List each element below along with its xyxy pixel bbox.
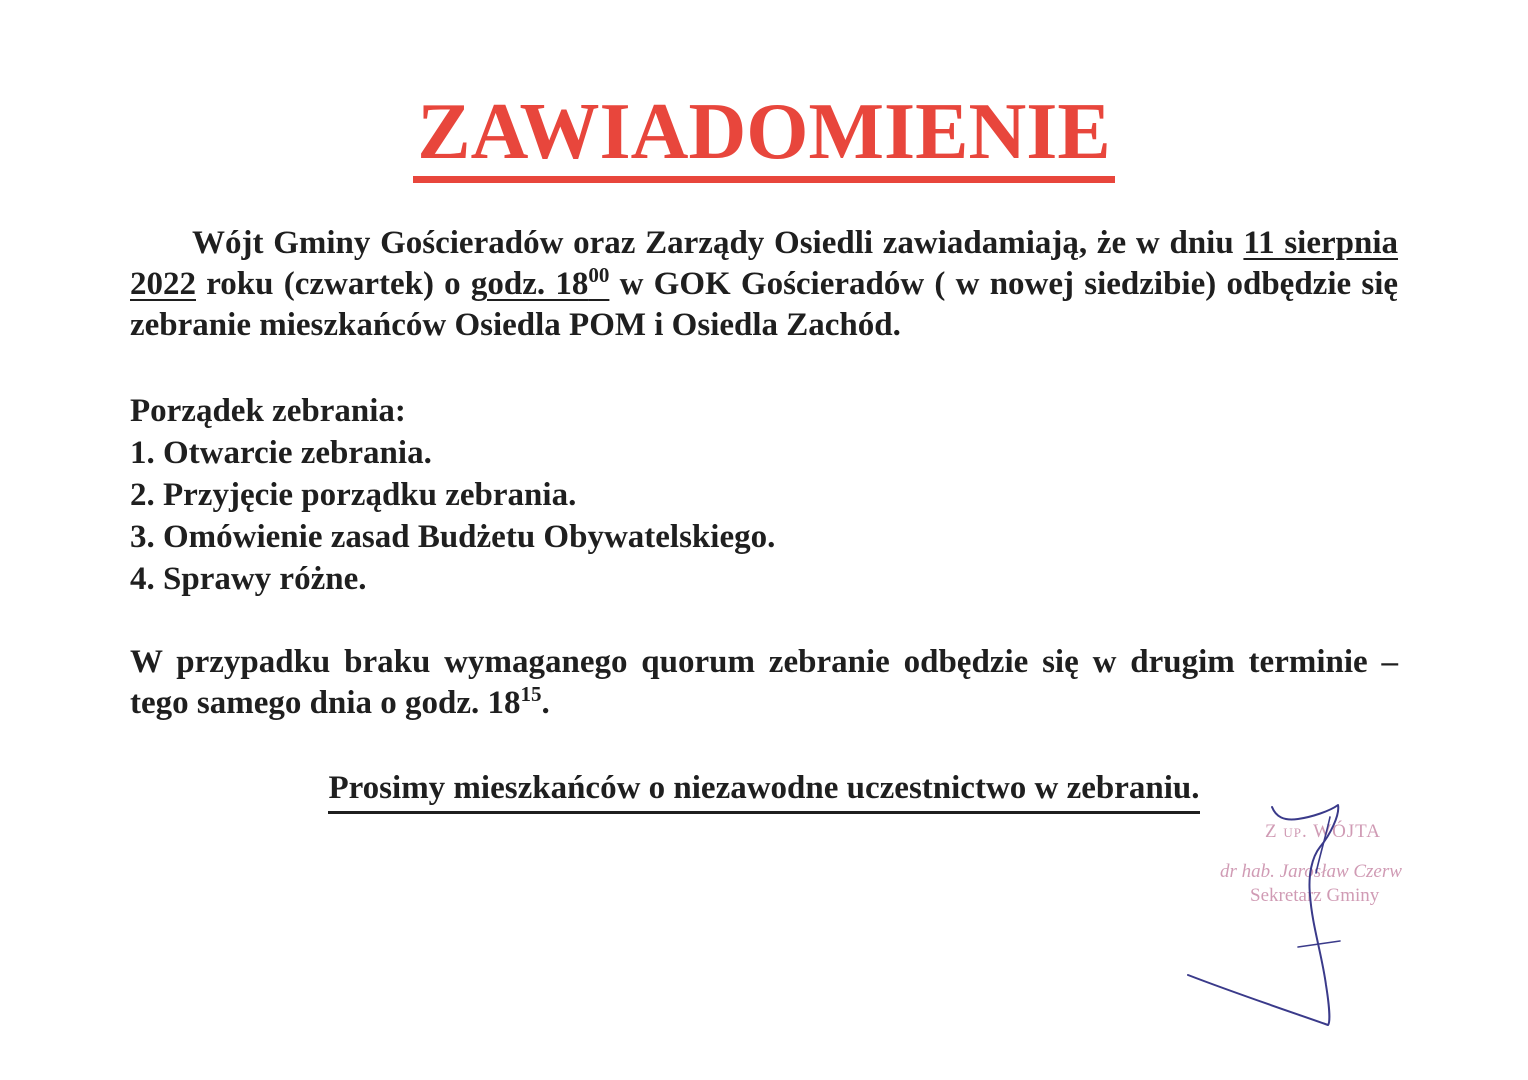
signature-stroke [1188,805,1338,1025]
stamp-line-1: Z up. WÓJTA [1265,821,1381,842]
intro-part3: w GOK Gościeradów ( w nowej siedzibie) odbędzie się zebranie mieszkańców Osiedla POM i Osiedla Zachód. [130,266,1399,343]
stamp-line-3: Sekretarz Gminy [1250,885,1380,906]
meeting-date: 11 sierpnia 2022 [130,225,1399,302]
meeting-time-minutes: 00 [588,263,610,287]
quorum-time-minutes: 15 [520,682,542,706]
agenda-heading: Porządek zebrania: [130,393,406,429]
intro-paragraph [130,223,1398,346]
intro-part2: roku (czwartek) o [196,266,471,302]
stamp-line-2: dr hab. Jarosław Czerw [1220,861,1402,882]
quorum-paragraph [130,642,1398,724]
closing-text: Prosimy mieszkańców o niezawodne uczestnictwo w zebraniu. [328,768,1199,814]
agenda-item: 2. Przyjęcie porządku zebrania. [130,477,577,513]
agenda-list [130,432,1230,600]
agenda-item: 4. Sprawy różne. [130,561,367,597]
notice-title [0,88,1528,183]
notice-title-text: ZAWIADOMIENIE [413,92,1114,183]
agenda-item: 1. Otwarcie zebrania. [130,435,432,471]
quorum-end: . [541,685,550,721]
agenda-section [130,390,1230,600]
meeting-time [470,263,610,302]
meeting-time-label: godz. 18 [470,266,589,302]
signature-stroke [1316,817,1330,873]
agenda-item: 3. Omówienie zasad Budżetu Obywatelskiego. [130,519,776,555]
intro-part1: Wójt Gminy Gościeradów oraz Zarządy Osiedli zawiadamiają, że w dniu [192,225,1244,261]
quorum-text: W przypadku braku wymaganego quorum zebranie odbędzie się w drugim terminie – tego samego dnia o godz. 18 [130,644,1398,721]
handwritten-signature [1180,795,1380,1035]
